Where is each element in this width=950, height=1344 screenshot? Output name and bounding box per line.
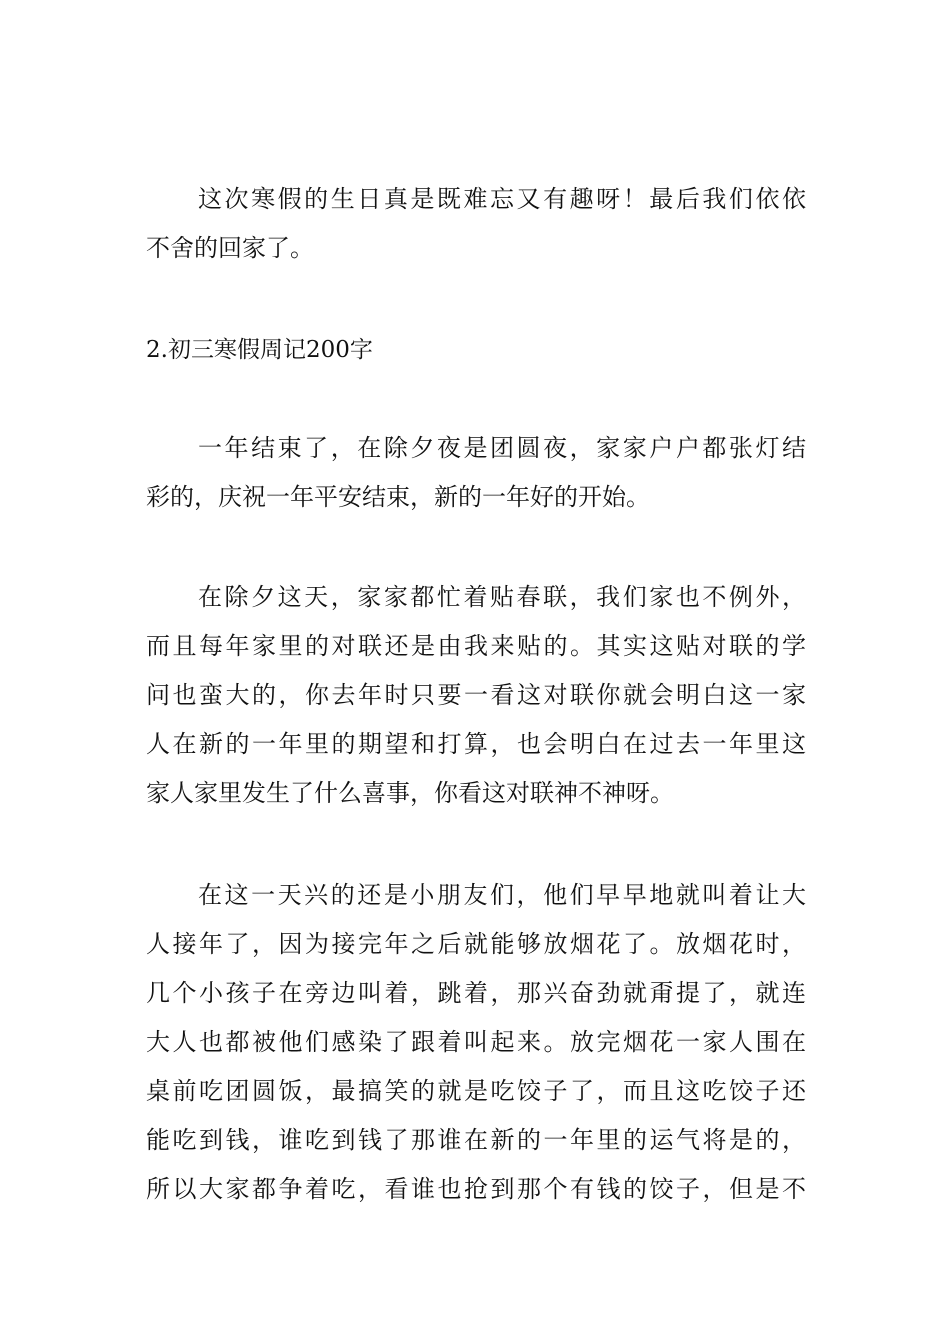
paragraph-line: 在除夕这天，家家都忙着贴春联，我们家也不例外， (198, 583, 806, 611)
paragraph-line: 家人家里发生了什么喜事，你看这对联神不神呀。 (146, 779, 674, 807)
paragraph-line: 不舍的回家了。 (146, 234, 314, 262)
paragraph-line: 问也蛮大的，你去年时只要一看这对联你就会明白这一家 (146, 681, 806, 709)
paragraph-3 (146, 573, 806, 818)
paragraph-line: 所以大家都争着吃，看谁也抢到那个有钱的饺子，但是不 (146, 1175, 806, 1203)
paragraph-line: 而且每年家里的对联还是由我来贴的。其实这贴对联的学 (146, 632, 806, 660)
paragraph-line: 彩的，庆祝一年平安结束，新的一年好的开始。 (146, 483, 650, 511)
paragraph-2 (146, 424, 806, 522)
paragraph-line: 能吃到钱，谁吃到钱了那谁在新的一年里的运气将是的， (146, 1126, 806, 1154)
paragraph-line: 在这一天兴的还是小朋友们，他们早早地就叫着让大 (198, 881, 806, 909)
paragraph-line: 一年结束了，在除夕夜是团圆夜，家家户户都张灯结 (198, 434, 806, 462)
paragraph-line: 这次寒假的生日真是既难忘又有趣呀！最后我们依依 (198, 185, 806, 213)
paragraph-4 (146, 871, 806, 1214)
section-heading: 2.初三寒假周记200字 (146, 337, 373, 363)
paragraph-line: 几个小孩子在旁边叫着，跳着，那兴奋劲就甭提了，就连 (146, 979, 806, 1007)
paragraph-line: 桌前吃团圆饭，最搞笑的就是吃饺子了，而且这吃饺子还 (146, 1077, 806, 1105)
paragraph-line: 人在新的一年里的期望和打算，也会明白在过去一年里这 (146, 730, 806, 758)
paragraph-1 (146, 175, 806, 273)
paragraph-line: 大人也都被他们感染了跟着叫起来。放完烟花一家人围在 (146, 1028, 806, 1056)
paragraph-line: 人接年了，因为接完年之后就能够放烟花了。放烟花时， (146, 930, 806, 958)
